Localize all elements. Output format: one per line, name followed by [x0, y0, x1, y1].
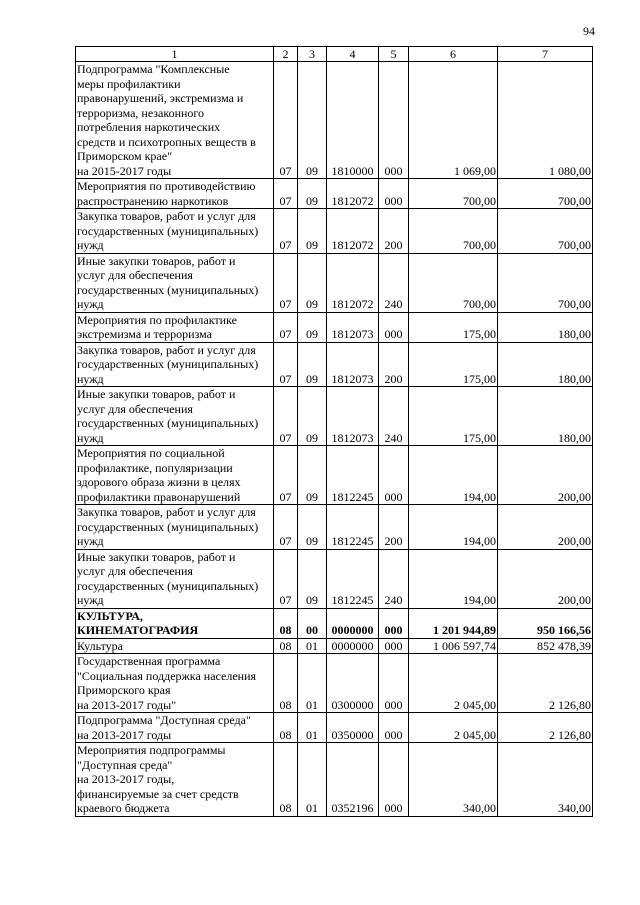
- amount-col-7: 700,00: [498, 179, 593, 209]
- expense-type-code: 000: [379, 713, 409, 743]
- budget-table: [75, 46, 593, 817]
- amount-col-7: 852 478,39: [498, 638, 593, 654]
- target-article-code: 0350000: [327, 713, 379, 743]
- section-code: 08: [274, 638, 298, 654]
- row-name: Закупка товаров, работ и услуг для государственных (муниципальных) нужд: [76, 505, 274, 550]
- expense-type-code: 240: [379, 387, 409, 446]
- table-row: [76, 713, 593, 743]
- table-row: [76, 638, 593, 654]
- row-name: Закупка товаров, работ и услуг для государственных (муниципальных) нужд: [76, 342, 274, 387]
- target-article-code: 1812245: [327, 446, 379, 505]
- amount-col-6: 2 045,00: [409, 713, 498, 743]
- amount-col-7: 200,00: [498, 446, 593, 505]
- header-cell: 3: [298, 47, 327, 62]
- target-article-code: 1812072: [327, 179, 379, 209]
- amount-col-6: 175,00: [409, 342, 498, 387]
- section-code: 07: [274, 505, 298, 550]
- amount-col-6: 1 006 597,74: [409, 638, 498, 654]
- expense-type-code: 000: [379, 654, 409, 713]
- table-row: [76, 312, 593, 342]
- table-row: [76, 608, 593, 638]
- amount-col-7: 180,00: [498, 312, 593, 342]
- header-cell: 4: [327, 47, 379, 62]
- amount-col-7: 2 126,80: [498, 654, 593, 713]
- row-name: Мероприятия по социальной профилактике, популяризации здорового образа жизни в целях профилактики правонарушений: [76, 446, 274, 505]
- row-name: Иные закупки товаров, работ и услуг для обеспечения государственных (муниципальных) нужд: [76, 387, 274, 446]
- header-cell: 7: [498, 47, 593, 62]
- amount-col-6: 340,00: [409, 743, 498, 817]
- table-row: [76, 446, 593, 505]
- section-code: 08: [274, 713, 298, 743]
- header-row: [76, 47, 593, 62]
- subsection-code: 01: [298, 713, 327, 743]
- table-row: [76, 253, 593, 312]
- amount-col-6: 1 201 944,89: [409, 608, 498, 638]
- row-name: Мероприятия по противодействию распространению наркотиков: [76, 179, 274, 209]
- row-name: Закупка товаров, работ и услуг для государственных (муниципальных) нужд: [76, 209, 274, 254]
- table-row: [76, 342, 593, 387]
- section-code: 07: [274, 446, 298, 505]
- section-code: 07: [274, 62, 298, 179]
- amount-col-6: 175,00: [409, 387, 498, 446]
- expense-type-code: 000: [379, 62, 409, 179]
- target-article-code: 1812073: [327, 312, 379, 342]
- expense-type-code: 200: [379, 342, 409, 387]
- row-name: Культура: [76, 638, 274, 654]
- subsection-code: 09: [298, 549, 327, 608]
- target-article-code: 1812073: [327, 342, 379, 387]
- subsection-code: 09: [298, 505, 327, 550]
- amount-col-6: 700,00: [409, 209, 498, 254]
- header-cell: 6: [409, 47, 498, 62]
- amount-col-7: 180,00: [498, 387, 593, 446]
- amount-col-6: 194,00: [409, 505, 498, 550]
- expense-type-code: 200: [379, 505, 409, 550]
- header-cell: 5: [379, 47, 409, 62]
- amount-col-6: 2 045,00: [409, 654, 498, 713]
- row-name: КУЛЬТУРА, КИНЕМАТОГРАФИЯ: [76, 608, 274, 638]
- section-code: 07: [274, 209, 298, 254]
- row-name: Государственная программа "Социальная поддержка населения Приморского края на 2013-2017 годы": [76, 654, 274, 713]
- amount-col-7: 200,00: [498, 505, 593, 550]
- section-code: 08: [274, 654, 298, 713]
- table-row: [76, 654, 593, 713]
- header-cell: 1: [76, 47, 274, 62]
- expense-type-code: 000: [379, 312, 409, 342]
- amount-col-7: 200,00: [498, 549, 593, 608]
- subsection-code: 00: [298, 608, 327, 638]
- table-row: [76, 743, 593, 817]
- amount-col-6: 1 069,00: [409, 62, 498, 179]
- row-name: Иные закупки товаров, работ и услуг для обеспечения государственных (муниципальных) нужд: [76, 549, 274, 608]
- row-name: Подпрограмма "Доступная среда" на 2013-2017 годы: [76, 713, 274, 743]
- row-name: Мероприятия по профилактике экстремизма и терроризма: [76, 312, 274, 342]
- amount-col-7: 700,00: [498, 253, 593, 312]
- subsection-code: 09: [298, 342, 327, 387]
- row-name: Иные закупки товаров, работ и услуг для обеспечения государственных (муниципальных) нужд: [76, 253, 274, 312]
- subsection-code: 09: [298, 312, 327, 342]
- target-article-code: 0300000: [327, 654, 379, 713]
- expense-type-code: 240: [379, 549, 409, 608]
- amount-col-6: 700,00: [409, 253, 498, 312]
- amount-col-6: 194,00: [409, 549, 498, 608]
- subsection-code: 09: [298, 253, 327, 312]
- table-row: [76, 209, 593, 254]
- target-article-code: 1812245: [327, 505, 379, 550]
- expense-type-code: 200: [379, 209, 409, 254]
- subsection-code: 01: [298, 743, 327, 817]
- section-code: 07: [274, 253, 298, 312]
- table-row: [76, 387, 593, 446]
- table-row: [76, 179, 593, 209]
- target-article-code: 1812072: [327, 209, 379, 254]
- subsection-code: 09: [298, 179, 327, 209]
- amount-col-7: 340,00: [498, 743, 593, 817]
- amount-col-6: 175,00: [409, 312, 498, 342]
- subsection-code: 09: [298, 387, 327, 446]
- target-article-code: 1810000: [327, 62, 379, 179]
- subsection-code: 09: [298, 209, 327, 254]
- amount-col-7: 700,00: [498, 209, 593, 254]
- amount-col-7: 180,00: [498, 342, 593, 387]
- target-article-code: 1812073: [327, 387, 379, 446]
- table-row: [76, 505, 593, 550]
- table-row: [76, 62, 593, 179]
- row-name: Подпрограмма "Комплексные меры профилактики правонарушений, экстремизма и терроризма, незаконного потребления наркотических средств и психотропных веществ в Приморском крае" на 2015-2017 годы: [76, 62, 274, 179]
- expense-type-code: 240: [379, 253, 409, 312]
- section-code: 07: [274, 179, 298, 209]
- subsection-code: 09: [298, 62, 327, 179]
- header-cell: 2: [274, 47, 298, 62]
- subsection-code: 01: [298, 638, 327, 654]
- section-code: 07: [274, 549, 298, 608]
- section-code: 08: [274, 743, 298, 817]
- page-number: 94: [583, 24, 595, 38]
- target-article-code: 0000000: [327, 638, 379, 654]
- amount-col-7: 1 080,00: [498, 62, 593, 179]
- amount-col-6: 700,00: [409, 179, 498, 209]
- section-code: 07: [274, 342, 298, 387]
- target-article-code: 0352196: [327, 743, 379, 817]
- subsection-code: 01: [298, 654, 327, 713]
- amount-col-7: 950 166,56: [498, 608, 593, 638]
- section-code: 07: [274, 387, 298, 446]
- section-code: 08: [274, 608, 298, 638]
- expense-type-code: 000: [379, 638, 409, 654]
- expense-type-code: 000: [379, 179, 409, 209]
- target-article-code: 1812245: [327, 549, 379, 608]
- target-article-code: 1812072: [327, 253, 379, 312]
- subsection-code: 09: [298, 446, 327, 505]
- expense-type-code: 000: [379, 608, 409, 638]
- section-code: 07: [274, 312, 298, 342]
- table-row: [76, 549, 593, 608]
- target-article-code: 0000000: [327, 608, 379, 638]
- amount-col-7: 2 126,80: [498, 713, 593, 743]
- row-name: Мероприятия подпрограммы "Доступная среда" на 2013-2017 годы, финансируемые за счет средств краевого бюджета: [76, 743, 274, 817]
- amount-col-6: 194,00: [409, 446, 498, 505]
- expense-type-code: 000: [379, 446, 409, 505]
- expense-type-code: 000: [379, 743, 409, 817]
